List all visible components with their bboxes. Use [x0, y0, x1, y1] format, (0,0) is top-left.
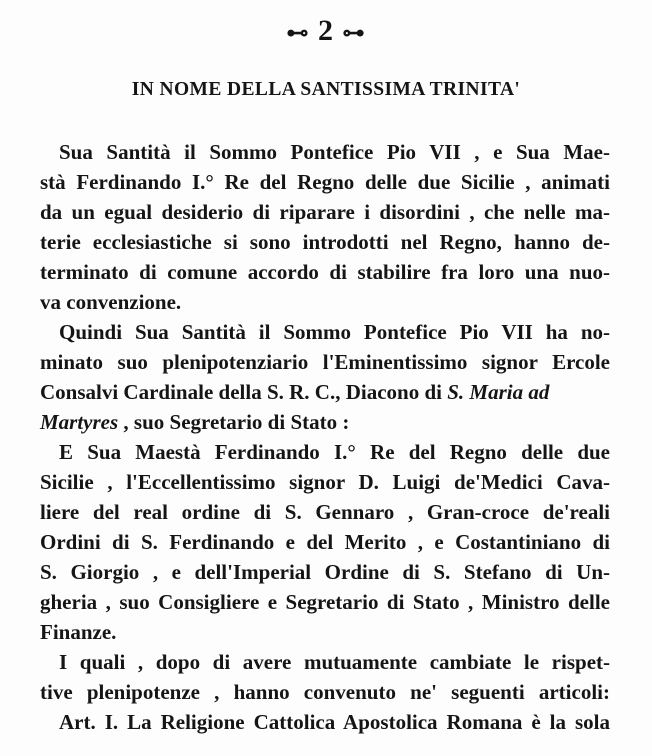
- text-line: Finanze.: [40, 620, 117, 644]
- text-line: Ordini di S. Ferdinando e del Merito , e Costantiniano di: [40, 530, 610, 554]
- text-line: liere del real ordine di S. Gennaro , Gran-croce de'reali: [40, 500, 610, 524]
- italic-place-name: S. Maria ad: [447, 380, 550, 404]
- text-line: stà Ferdinando I.° Re del Regno delle due Sicilie , animati: [40, 170, 610, 194]
- right-ornament: ⊶: [342, 20, 366, 46]
- text-line: va convenzione.: [40, 290, 182, 314]
- italic-place-name: Martyres: [40, 410, 119, 434]
- text-line: [40, 412, 349, 433]
- text-line: da un egual desiderio di riparare i disordini , che nelle ma-: [40, 200, 610, 224]
- page-number-text: 2: [318, 14, 334, 47]
- text-line: Quindi Sua Santità il Sommo Pontefice Pio VII ha no-: [59, 320, 610, 344]
- text-line: E Sua Maestà Ferdinando I.° Re del Regno delle due: [59, 440, 610, 464]
- left-ornament: ⊷: [286, 20, 310, 46]
- text-line: I quali , dopo di avere mutuamente cambiate le rispet-: [59, 650, 610, 674]
- text-line: gheria , suo Consigliere e Segretario di Stato , Ministro delle: [40, 590, 610, 614]
- text-line: tive plenipotenze , hanno convenuto ne' seguenti articoli:: [40, 680, 610, 704]
- text-line: Sua Santità il Sommo Pontefice Pio VII , e Sua Mae-: [59, 140, 610, 164]
- text-line: Art. I. La Religione Cattolica Apostolica Romana è la sola: [59, 710, 610, 734]
- text-line: [40, 382, 549, 403]
- text-line: minato suo plenipotenziario l'Eminentissimo signor Ercole: [40, 350, 610, 374]
- text-line: Sicilie , l'Eccellentissimo signor D. Luigi de'Medici Cava-: [40, 470, 610, 494]
- text-segment: , suo Segretario di Stato :: [118, 410, 350, 434]
- text-segment: Consalvi Cardinale della S. R. C., Diacono di: [40, 380, 448, 404]
- text-line: terie ecclesiastiche si sono introdotti nel Regno, hanno de-: [40, 230, 610, 254]
- text-line: terminato di comune accordo di stabilire fra loro una nuo-: [40, 260, 610, 284]
- page-title: IN NOME DELLA SANTISSIMA TRINITA': [131, 79, 521, 100]
- page-number: [0, 14, 652, 48]
- text-line: S. Giorgio , e dell'Imperial Ordine di S. Stefano di Un-: [40, 560, 610, 584]
